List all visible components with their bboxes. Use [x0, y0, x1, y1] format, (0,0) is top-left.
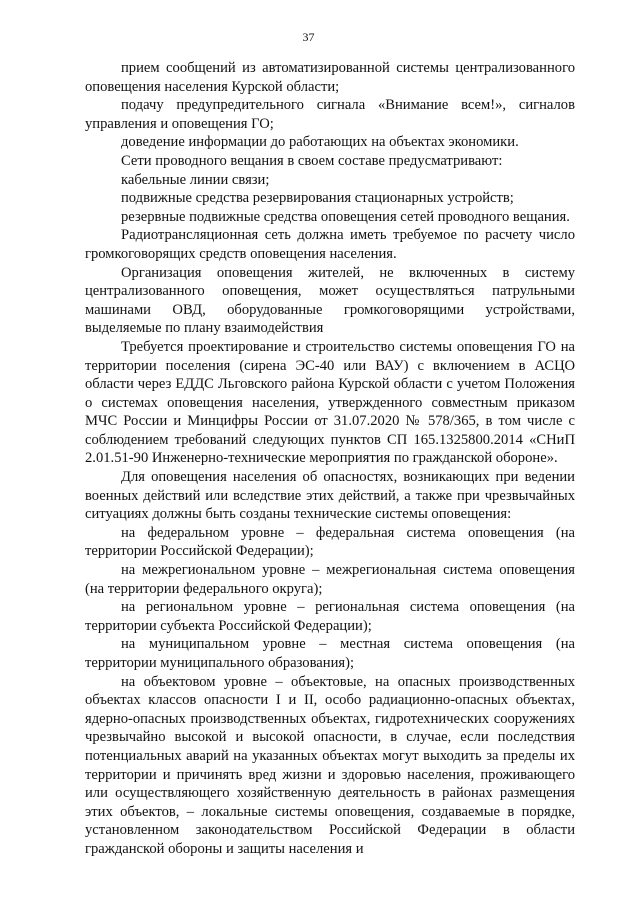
paragraph-2: подачу предупредительного сигнала «Внимание всем!», сигналов управления и оповещения ГО; [85, 97, 575, 132]
paragraph-7: резервные подвижные средства оповещения сетей проводного вещания. [121, 208, 570, 225]
paragraph-10: Требуется проектирование и строительство системы оповещения ГО на территории поселения (сирена ЭС-40 или ВАУ) с включением в АСЦО области через ЕДДС Льговского района Курской области с учетом Положения о системах оповещения населения, утвержденного совместным приказом МЧС России и Минцифры России от 31.07.2020 № 578/365, в том числе с соблюдением требований следующих пунктов СП 165.1325800.2014 «СНиП 2.01.51-90 Инженерно-технические мероприятия по гражданской обороне». [85, 338, 575, 467]
body-text [85, 59, 575, 859]
paragraph-5: кабельные линии связи; [121, 171, 270, 188]
paragraph-3: доведение информации до работающих на объектах экономики. [121, 134, 519, 151]
paragraph-13: на межрегиональном уровне – межрегиональная система оповещения (на территории федерального округа); [85, 562, 575, 597]
paragraph-4: Сети проводного вещания в своем составе предусматривают: [121, 152, 503, 169]
paragraph-6: подвижные средства резервирования стационарных устройств; [121, 190, 514, 207]
paragraph-8: Радиотрансляционная сеть должна иметь требуемое по расчету число громкоговорящих средств оповещения населения. [85, 227, 575, 262]
paragraph-11: Для оповещения населения об опасностях, возникающих при ведении военных действий или вследствие этих действий, а также при чрезвычайных ситуациях должны быть созданы технические системы оповещения: [85, 469, 575, 523]
paragraph-15: на муниципальном уровне – местная система оповещения (на территории муниципального образования); [85, 636, 575, 671]
paragraph-16: на объектовом уровне – объектовые, на опасных производственных объектах классов опасности I и II, особо радиационно-опасных объектах, ядерно-опасных производственных объектах, гидротехнических сооружениях чрезвычайно высокой и высокой опасности, в случае, если последствия потенциальных аварий на указанных объектах могут выходить за пределы их территории и причинять вред жизни и здоровью населения, проживающего или осуществляющего хозяйственную деятельность в районах размещения этих объектов, – локальные системы оповещения, создаваемые в порядке, установленном законодательством Российской Федерации в области гражданской обороны и защиты населения и [85, 673, 575, 857]
page-number: 37 [302, 30, 315, 44]
paragraph-14: на региональном уровне – региональная система оповещения (на территории субъекта Российской Федерации); [85, 599, 575, 634]
paragraph-9: Организация оповещения жителей, не включенных в систему централизованного оповещения, может осуществляться патрульными машинами ОВД, оборудованные громкоговорящими устройствами, выделяемые по плану взаимодействия [85, 264, 575, 337]
paragraph-12: на федеральном уровне – федеральная система оповещения (на территории Российской Федерации); [85, 524, 575, 560]
paragraph-1: прием сообщений из автоматизированной системы централизованного оповещения населения Курской области; [85, 60, 575, 95]
